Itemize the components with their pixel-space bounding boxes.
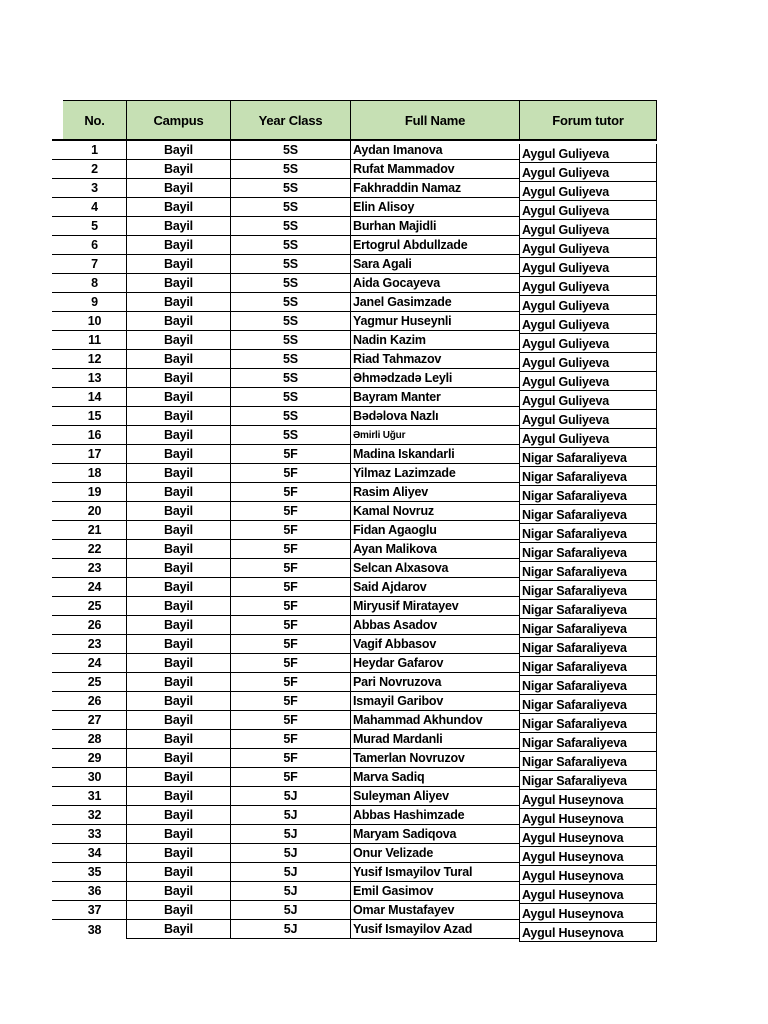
cell-no: 4 <box>63 198 126 217</box>
cell-year-class: 5F <box>230 559 350 578</box>
cell-year-class: 5J <box>230 863 350 882</box>
cell-full-name: Bədəlova Nazlı <box>350 407 519 426</box>
cell-no: 3 <box>63 179 126 198</box>
header-no: No. <box>63 100 126 141</box>
cell-forum-tutor: Nigar Safaraliyeva <box>519 676 657 695</box>
cell-year-class: 5S <box>230 331 350 350</box>
cell-full-name: Tamerlan Novruzov <box>350 749 519 768</box>
cell-full-name: Rasim Aliyev <box>350 483 519 502</box>
cell-campus: Bayil <box>126 521 230 540</box>
cell-full-name: Marva Sadiq <box>350 768 519 787</box>
cell-no: 36 <box>63 882 126 901</box>
cell-year-class: 5F <box>230 464 350 483</box>
cell-full-name: Mahammad Akhundov <box>350 711 519 730</box>
cell-full-name: Maryam Sadiqova <box>350 825 519 844</box>
cell-full-name: Heydar Gafarov <box>350 654 519 673</box>
cell-year-class: 5F <box>230 730 350 749</box>
header-campus: Campus <box>126 100 230 141</box>
students-table <box>63 100 657 939</box>
cell-full-name: Abbas Hashimzade <box>350 806 519 825</box>
cell-campus: Bayil <box>126 559 230 578</box>
header-forum-tutor: Forum tutor <box>519 100 657 141</box>
cell-forum-tutor: Aygul Guliyeva <box>519 163 657 182</box>
cell-no: 9 <box>63 293 126 312</box>
cell-year-class: 5S <box>230 369 350 388</box>
cell-campus: Bayil <box>126 730 230 749</box>
cell-full-name: Vagif Abbasov <box>350 635 519 654</box>
cell-forum-tutor: Nigar Safaraliyeva <box>519 581 657 600</box>
cell-year-class: 5S <box>230 236 350 255</box>
cell-year-class: 5S <box>230 274 350 293</box>
cell-no: 14 <box>63 388 126 407</box>
cell-year-class: 5J <box>230 882 350 901</box>
cell-forum-tutor: Nigar Safaraliyeva <box>519 638 657 657</box>
cell-campus: Bayil <box>126 540 230 559</box>
cell-year-class: 5F <box>230 445 350 464</box>
cell-year-class: 5S <box>230 179 350 198</box>
cell-year-class: 5J <box>230 901 350 920</box>
cell-no: 26 <box>63 692 126 711</box>
cell-forum-tutor: Aygul Guliyeva <box>519 201 657 220</box>
cell-campus: Bayil <box>126 331 230 350</box>
cell-campus: Bayil <box>126 882 230 901</box>
cell-full-name: Sara Agali <box>350 255 519 274</box>
cell-no: 23 <box>63 635 126 654</box>
cell-campus: Bayil <box>126 787 230 806</box>
cell-forum-tutor: Aygul Guliyeva <box>519 410 657 429</box>
cell-full-name: Əmirli Uğur <box>350 426 519 445</box>
cell-full-name: Omar Mustafayev <box>350 901 519 920</box>
cell-forum-tutor: Aygul Guliyeva <box>519 372 657 391</box>
cell-no: 16 <box>63 426 126 445</box>
cell-year-class: 5F <box>230 521 350 540</box>
cell-no: 25 <box>63 673 126 692</box>
cell-campus: Bayil <box>126 217 230 236</box>
cell-no: 35 <box>63 863 126 882</box>
cell-no: 10 <box>63 312 126 331</box>
cell-year-class: 5S <box>230 293 350 312</box>
cell-forum-tutor: Aygul Guliyeva <box>519 277 657 296</box>
cell-full-name: Ertogrul Abdullzade <box>350 236 519 255</box>
cell-year-class: 5J <box>230 806 350 825</box>
cell-no: 17 <box>63 445 126 464</box>
cell-full-name: Onur Velizade <box>350 844 519 863</box>
cell-no: 23 <box>63 559 126 578</box>
cell-year-class: 5S <box>230 426 350 445</box>
cell-campus: Bayil <box>126 597 230 616</box>
cell-campus: Bayil <box>126 844 230 863</box>
cell-year-class: 5F <box>230 616 350 635</box>
cell-no: 13 <box>63 369 126 388</box>
cell-forum-tutor: Nigar Safaraliyeva <box>519 695 657 714</box>
cell-campus: Bayil <box>126 350 230 369</box>
cell-campus: Bayil <box>126 293 230 312</box>
cell-campus: Bayil <box>126 179 230 198</box>
cell-full-name: Yusif Ismayilov Azad <box>350 920 519 939</box>
cell-no: 37 <box>63 901 126 920</box>
cell-no: 19 <box>63 483 126 502</box>
cell-full-name: Emil Gasimov <box>350 882 519 901</box>
cell-campus: Bayil <box>126 464 230 483</box>
cell-forum-tutor: Aygul Guliyeva <box>519 334 657 353</box>
cell-no: 34 <box>63 844 126 863</box>
cell-year-class: 5F <box>230 768 350 787</box>
cell-no: 28 <box>63 730 126 749</box>
cell-year-class: 5F <box>230 692 350 711</box>
cell-forum-tutor: Nigar Safaraliyeva <box>519 562 657 581</box>
cell-forum-tutor: Nigar Safaraliyeva <box>519 505 657 524</box>
cell-campus: Bayil <box>126 312 230 331</box>
cell-year-class: 5S <box>230 312 350 331</box>
cell-full-name: Riad Tahmazov <box>350 350 519 369</box>
cell-no: 11 <box>63 331 126 350</box>
cell-no: 30 <box>63 768 126 787</box>
cell-no: 12 <box>63 350 126 369</box>
cell-campus: Bayil <box>126 388 230 407</box>
cell-campus: Bayil <box>126 901 230 920</box>
cell-forum-tutor: Aygul Huseynova <box>519 904 657 923</box>
cell-no: 7 <box>63 255 126 274</box>
cell-campus: Bayil <box>126 236 230 255</box>
cell-year-class: 5S <box>230 255 350 274</box>
cell-full-name: Əhmədzadə Leyli <box>350 369 519 388</box>
cell-full-name: Suleyman Aliyev <box>350 787 519 806</box>
cell-year-class: 5S <box>230 388 350 407</box>
cell-campus: Bayil <box>126 635 230 654</box>
cell-year-class: 5J <box>230 920 350 939</box>
cell-year-class: 5J <box>230 825 350 844</box>
cell-full-name: Yilmaz Lazimzade <box>350 464 519 483</box>
cell-no: 8 <box>63 274 126 293</box>
cell-full-name: Yagmur Huseynli <box>350 312 519 331</box>
cell-full-name: Abbas Asadov <box>350 616 519 635</box>
cell-campus: Bayil <box>126 198 230 217</box>
cell-year-class: 5J <box>230 787 350 806</box>
cell-no: 22 <box>63 540 126 559</box>
cell-no: 20 <box>63 502 126 521</box>
cell-no: 33 <box>63 825 126 844</box>
cell-year-class: 5F <box>230 502 350 521</box>
cell-full-name: Rufat Mammadov <box>350 160 519 179</box>
cell-campus: Bayil <box>126 445 230 464</box>
cell-forum-tutor: Nigar Safaraliyeva <box>519 752 657 771</box>
cell-campus: Bayil <box>126 616 230 635</box>
cell-forum-tutor: Nigar Safaraliyeva <box>519 543 657 562</box>
cell-forum-tutor: Nigar Safaraliyeva <box>519 524 657 543</box>
cell-full-name: Fakhraddin Namaz <box>350 179 519 198</box>
cell-forum-tutor: Nigar Safaraliyeva <box>519 657 657 676</box>
cell-year-class: 5F <box>230 635 350 654</box>
cell-full-name: Fidan Agaoglu <box>350 521 519 540</box>
cell-no: 25 <box>63 597 126 616</box>
cell-year-class: 5S <box>230 350 350 369</box>
cell-full-name: Aydan Imanova <box>350 141 519 160</box>
cell-campus: Bayil <box>126 426 230 445</box>
cell-forum-tutor: Aygul Guliyeva <box>519 391 657 410</box>
cell-forum-tutor: Aygul Huseynova <box>519 866 657 885</box>
cell-no: 1 <box>63 141 126 160</box>
cell-year-class: 5F <box>230 578 350 597</box>
cell-full-name: Miryusif Miratayev <box>350 597 519 616</box>
cell-forum-tutor: Aygul Guliyeva <box>519 429 657 448</box>
cell-campus: Bayil <box>126 673 230 692</box>
cell-forum-tutor: Nigar Safaraliyeva <box>519 448 657 467</box>
cell-year-class: 5F <box>230 749 350 768</box>
cell-campus: Bayil <box>126 483 230 502</box>
cell-campus: Bayil <box>126 369 230 388</box>
cell-forum-tutor: Aygul Guliyeva <box>519 315 657 334</box>
cell-full-name: Bayram Manter <box>350 388 519 407</box>
cell-campus: Bayil <box>126 692 230 711</box>
cell-full-name: Murad Mardanli <box>350 730 519 749</box>
cell-year-class: 5S <box>230 160 350 179</box>
cell-no: 27 <box>63 711 126 730</box>
cell-full-name: Selcan Alxasova <box>350 559 519 578</box>
cell-campus: Bayil <box>126 274 230 293</box>
cell-no: 32 <box>63 806 126 825</box>
cell-year-class: 5F <box>230 483 350 502</box>
cell-forum-tutor: Aygul Huseynova <box>519 828 657 847</box>
cell-campus: Bayil <box>126 502 230 521</box>
cell-year-class: 5F <box>230 673 350 692</box>
cell-no: 38 <box>87 922 102 937</box>
header-year-class: Year Class <box>230 100 350 141</box>
cell-year-class: 5F <box>230 597 350 616</box>
cell-no: 31 <box>63 787 126 806</box>
cell-no: 26 <box>63 616 126 635</box>
cell-no: 15 <box>63 407 126 426</box>
cell-full-name: Ismayil Garibov <box>350 692 519 711</box>
cell-forum-tutor: Nigar Safaraliyeva <box>519 486 657 505</box>
cell-campus: Bayil <box>126 768 230 787</box>
cell-no: 24 <box>63 578 126 597</box>
cell-campus: Bayil <box>126 160 230 179</box>
cell-full-name: Yusif Ismayilov Tural <box>350 863 519 882</box>
cell-forum-tutor: Aygul Huseynova <box>519 847 657 866</box>
cell-campus: Bayil <box>126 920 230 939</box>
cell-full-name: Burhan Majidli <box>350 217 519 236</box>
cell-forum-tutor: Aygul Guliyeva <box>519 144 657 163</box>
cell-full-name: Madina Iskandarli <box>350 445 519 464</box>
cell-year-class: 5S <box>230 141 350 160</box>
cell-full-name: Ayan Malikova <box>350 540 519 559</box>
cell-full-name: Elin Alisoy <box>350 198 519 217</box>
header-full-name: Full Name <box>350 100 519 141</box>
cell-campus: Bayil <box>126 654 230 673</box>
cell-no: 6 <box>63 236 126 255</box>
cell-no: 5 <box>63 217 126 236</box>
cell-full-name: Aida Gocayeva <box>350 274 519 293</box>
cell-full-name: Said Ajdarov <box>350 578 519 597</box>
cell-forum-tutor: Aygul Guliyeva <box>519 239 657 258</box>
cell-forum-tutor: Aygul Huseynova <box>519 809 657 828</box>
cell-forum-tutor: Nigar Safaraliyeva <box>519 714 657 733</box>
cell-forum-tutor: Nigar Safaraliyeva <box>519 600 657 619</box>
cell-forum-tutor: Aygul Guliyeva <box>519 182 657 201</box>
cell-forum-tutor: Aygul Huseynova <box>519 790 657 809</box>
cell-campus: Bayil <box>126 825 230 844</box>
cell-campus: Bayil <box>126 711 230 730</box>
cell-campus: Bayil <box>126 749 230 768</box>
cell-campus: Bayil <box>126 407 230 426</box>
cell-forum-tutor: Aygul Guliyeva <box>519 296 657 315</box>
cell-full-name: Pari Novruzova <box>350 673 519 692</box>
cell-campus: Bayil <box>126 578 230 597</box>
cell-year-class: 5S <box>230 198 350 217</box>
cell-full-name: Nadin Kazim <box>350 331 519 350</box>
cell-no: 24 <box>63 654 126 673</box>
cell-forum-tutor: Aygul Guliyeva <box>519 353 657 372</box>
cell-forum-tutor: Nigar Safaraliyeva <box>519 733 657 752</box>
cell-forum-tutor: Aygul Guliyeva <box>519 220 657 239</box>
cell-forum-tutor: Nigar Safaraliyeva <box>519 771 657 790</box>
cell-campus: Bayil <box>126 806 230 825</box>
cell-no: 21 <box>63 521 126 540</box>
cell-year-class: 5S <box>230 407 350 426</box>
cell-forum-tutor: Nigar Safaraliyeva <box>519 619 657 638</box>
cell-no: 2 <box>63 160 126 179</box>
cell-year-class: 5F <box>230 540 350 559</box>
cell-campus: Bayil <box>126 863 230 882</box>
cell-campus: Bayil <box>126 141 230 160</box>
cell-no: 18 <box>63 464 126 483</box>
cell-forum-tutor: Nigar Safaraliyeva <box>519 467 657 486</box>
cell-campus: Bayil <box>126 255 230 274</box>
cell-year-class: 5S <box>230 217 350 236</box>
cell-year-class: 5F <box>230 654 350 673</box>
cell-full-name: Janel Gasimzade <box>350 293 519 312</box>
cell-no: 29 <box>63 749 126 768</box>
cell-year-class: 5F <box>230 711 350 730</box>
cell-year-class: 5J <box>230 844 350 863</box>
cell-forum-tutor: Aygul Huseynova <box>519 923 657 942</box>
cell-full-name: Kamal Novruz <box>350 502 519 521</box>
cell-forum-tutor: Aygul Guliyeva <box>519 258 657 277</box>
cell-forum-tutor: Aygul Huseynova <box>519 885 657 904</box>
